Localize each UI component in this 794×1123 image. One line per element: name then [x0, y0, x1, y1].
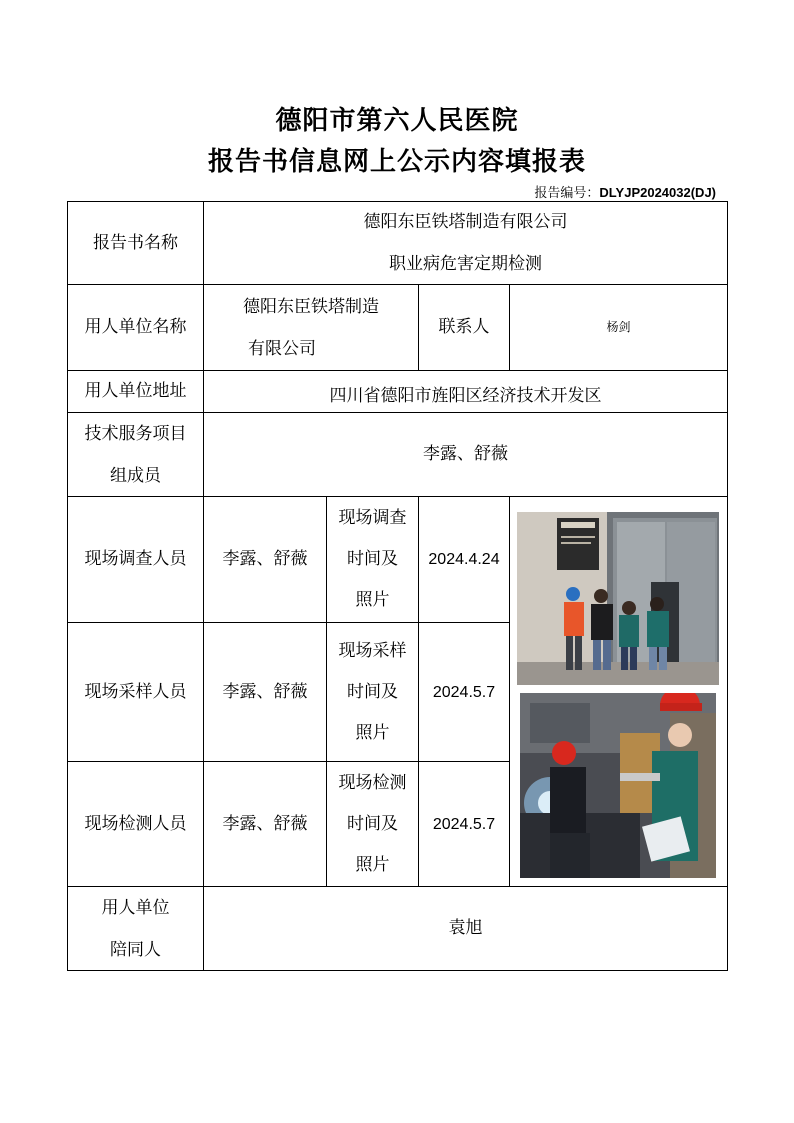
- team-label-line2: 组成员: [110, 465, 161, 486]
- survey-time-label-line1: 现场调查: [338, 508, 407, 528]
- sampling-time-label-line3: 照片: [355, 722, 390, 743]
- report-name-label: 报告书名称: [93, 232, 178, 253]
- escort-label-cell: [68, 887, 203, 970]
- address-value: 四川省德阳市旌阳区经济技术开发区: [329, 386, 602, 406]
- testing-staff-value: 李露、舒薇: [222, 813, 308, 834]
- table-border-right: [727, 201, 728, 971]
- report-number-label: 报告编号：: [534, 186, 600, 201]
- escort-value: 袁旭: [448, 918, 483, 938]
- contact-label: 联系人: [438, 317, 490, 337]
- sampling-staff-label: 现场采样人员: [84, 681, 187, 702]
- table-border-bottom: [67, 970, 728, 971]
- sampling-time-label-line1: 现场采样: [338, 640, 407, 661]
- survey-staff-label: 现场调查人员: [84, 549, 187, 569]
- sampling-staff-value: 李露、舒薇: [222, 681, 308, 702]
- report-number: [534, 182, 716, 201]
- survey-time-label: [327, 497, 418, 622]
- team-label-line1: 技术服务项目: [84, 423, 187, 444]
- employer-cell: [204, 285, 418, 370]
- contact-value: 杨剑: [606, 320, 631, 334]
- survey-time-label-line2: 时间及: [347, 549, 398, 569]
- team-label-cell: [68, 413, 203, 496]
- report-name-cell: [204, 202, 727, 284]
- testing-time-label-line1: 现场检测: [338, 772, 407, 793]
- escort-label-line2: 陪同人: [110, 939, 161, 960]
- survey-photo-image: [517, 512, 719, 685]
- survey-photo: [517, 512, 719, 685]
- report-name-line1: 德阳东臣铁塔制造有限公司: [363, 212, 568, 232]
- testing-staff-label: 现场检测人员: [84, 813, 187, 834]
- report-number-value: DLYJP2024032(DJ): [599, 185, 716, 200]
- sampling-date: 2024.5.7: [432, 683, 496, 701]
- report-name-line2: 职业病危害定期检测: [389, 254, 542, 274]
- sampling-photo-image: [520, 693, 716, 878]
- sampling-time-label-line2: 时间及: [347, 681, 398, 702]
- document-title: 德阳市第六人民医院: [275, 106, 519, 136]
- sampling-photo: [520, 693, 716, 878]
- employer-label: 用人单位名称: [84, 317, 187, 337]
- survey-staff-value: 李露、舒薇: [222, 549, 308, 569]
- testing-time-label-line3: 照片: [355, 854, 390, 875]
- employer-line1: 德阳东臣铁塔制造: [243, 296, 379, 317]
- team-value: 李露、舒薇: [423, 444, 508, 464]
- survey-time-label-line3: 照片: [355, 590, 390, 610]
- survey-date: 2024.4.24: [428, 551, 500, 568]
- testing-time-label-line2: 时间及: [347, 813, 398, 834]
- testing-time-label: [327, 762, 418, 886]
- document-subtitle: 报告书信息网上公示内容填报表: [207, 147, 586, 177]
- table-divider: [509, 496, 510, 887]
- employer-line2: 有限公司: [248, 338, 316, 359]
- testing-date: 2024.5.7: [432, 815, 496, 833]
- sampling-time-label: [327, 623, 418, 761]
- address-label: 用人单位地址: [84, 381, 187, 401]
- escort-label-line1: 用人单位: [101, 897, 170, 918]
